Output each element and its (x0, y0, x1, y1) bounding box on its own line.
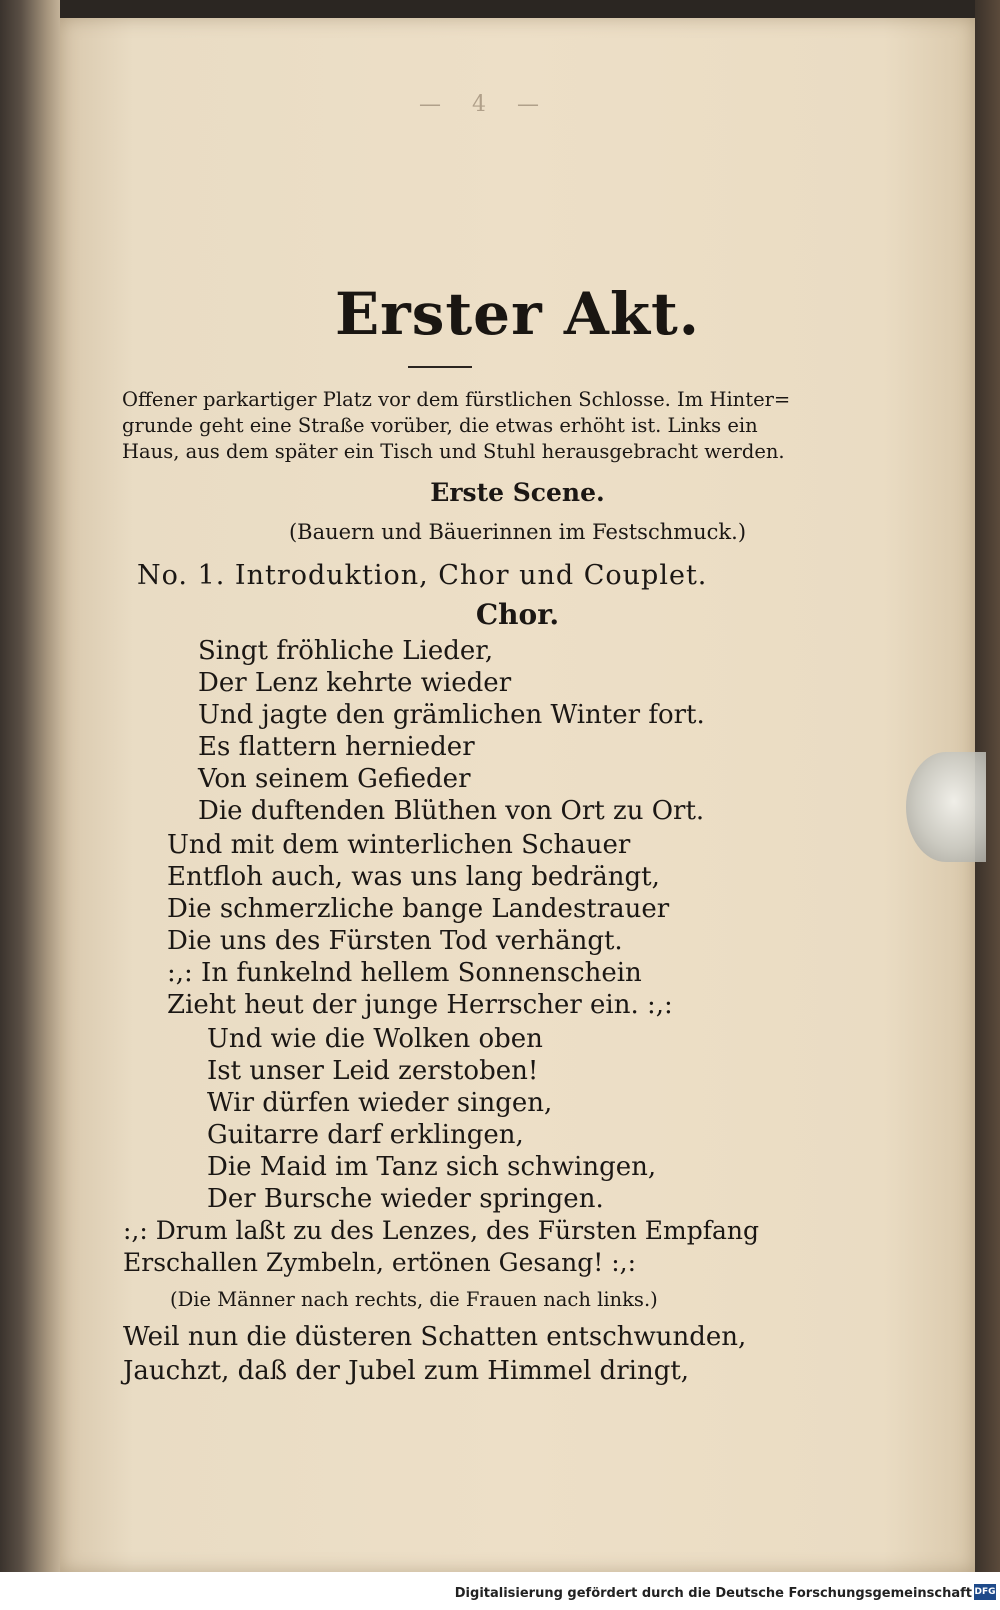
verse-line: Und mit dem winterlichen Schauer (167, 830, 631, 860)
verse-line: Erschallen Zymbeln, ertönen Gesang! :,: (123, 1248, 637, 1277)
stage-direction-line: Haus, aus dem später ein Tisch und Stuhl herausgebracht werden. (122, 440, 785, 463)
chorus-heading: Chor. (475, 598, 560, 631)
verse-line: Entfloh auch, was uns lang bedrängt, (167, 862, 660, 892)
verse-line: Ist unser Leid zerstoben! (207, 1056, 539, 1086)
verse-line: Der Bursche wieder springen. (207, 1184, 604, 1214)
verse-line: Es flattern hernieder (198, 732, 475, 762)
verse-line: :,: In funkelnd hellem Sonnenschein (167, 958, 642, 988)
verse-line: Singt fröhliche Lieder, (198, 636, 494, 666)
verse-line: Von seinem Gefieder (198, 764, 471, 794)
book-spine-shadow (0, 0, 60, 1572)
verse-line: Die schmerzliche bange Landestrauer (167, 894, 670, 924)
title-rule (408, 366, 472, 368)
verse-line: Der Lenz kehrte wieder (198, 668, 512, 698)
verse-line: Die uns des Fürsten Tod verhängt. (167, 926, 623, 956)
scene-title: Erste Scene. (430, 478, 605, 507)
verse-line: Weil nun die düsteren Schatten entschwunden, (123, 1322, 747, 1352)
verse-line: Die Maid im Tanz sich schwingen, (207, 1152, 657, 1182)
verse-line: Zieht heut der junge Herrscher ein. :,: (167, 990, 673, 1020)
verse-line: Die duftenden Blüthen von Ort zu Ort. (198, 796, 705, 826)
verse-line: :,: Drum laßt zu des Lenzes, des Fürsten Empfang (123, 1216, 759, 1245)
verse-line: Und wie die Wolken oben (207, 1024, 543, 1054)
footer-credit: Digitalisierung gefördert durch die Deutsche Forschungsgemeinschaft (454, 1586, 972, 1601)
page-number: — 4 — (419, 92, 551, 117)
footer-bar (0, 1572, 1000, 1610)
verse-line: Guitarre darf erklingen, (207, 1120, 524, 1150)
act-title: Erster Akt. (334, 280, 701, 348)
stage-direction-line: Offener parkartiger Platz vor dem fürstlichen Schlosse. Im Hinter= (122, 388, 791, 411)
number-heading: No. 1. Introduktion, Chor und Couplet. (137, 560, 708, 591)
page-clip (906, 752, 986, 862)
stage-direction-line: grunde geht eine Straße vorüber, die etwas erhöht ist. Links ein (122, 414, 758, 437)
verse-line: Wir dürfen wieder singen, (207, 1088, 553, 1118)
verse-line: Und jagte den grämlichen Winter fort. (198, 700, 705, 730)
verse-line: Jauchzt, daß der Jubel zum Himmel dringt, (123, 1356, 690, 1386)
stage-direction: (Die Männer nach rechts, die Frauen nach links.) (170, 1288, 658, 1311)
scene-note: (Bauern und Bäuerinnen im Festschmuck.) (288, 520, 747, 544)
dfg-logo-icon: DFG (974, 1584, 996, 1600)
